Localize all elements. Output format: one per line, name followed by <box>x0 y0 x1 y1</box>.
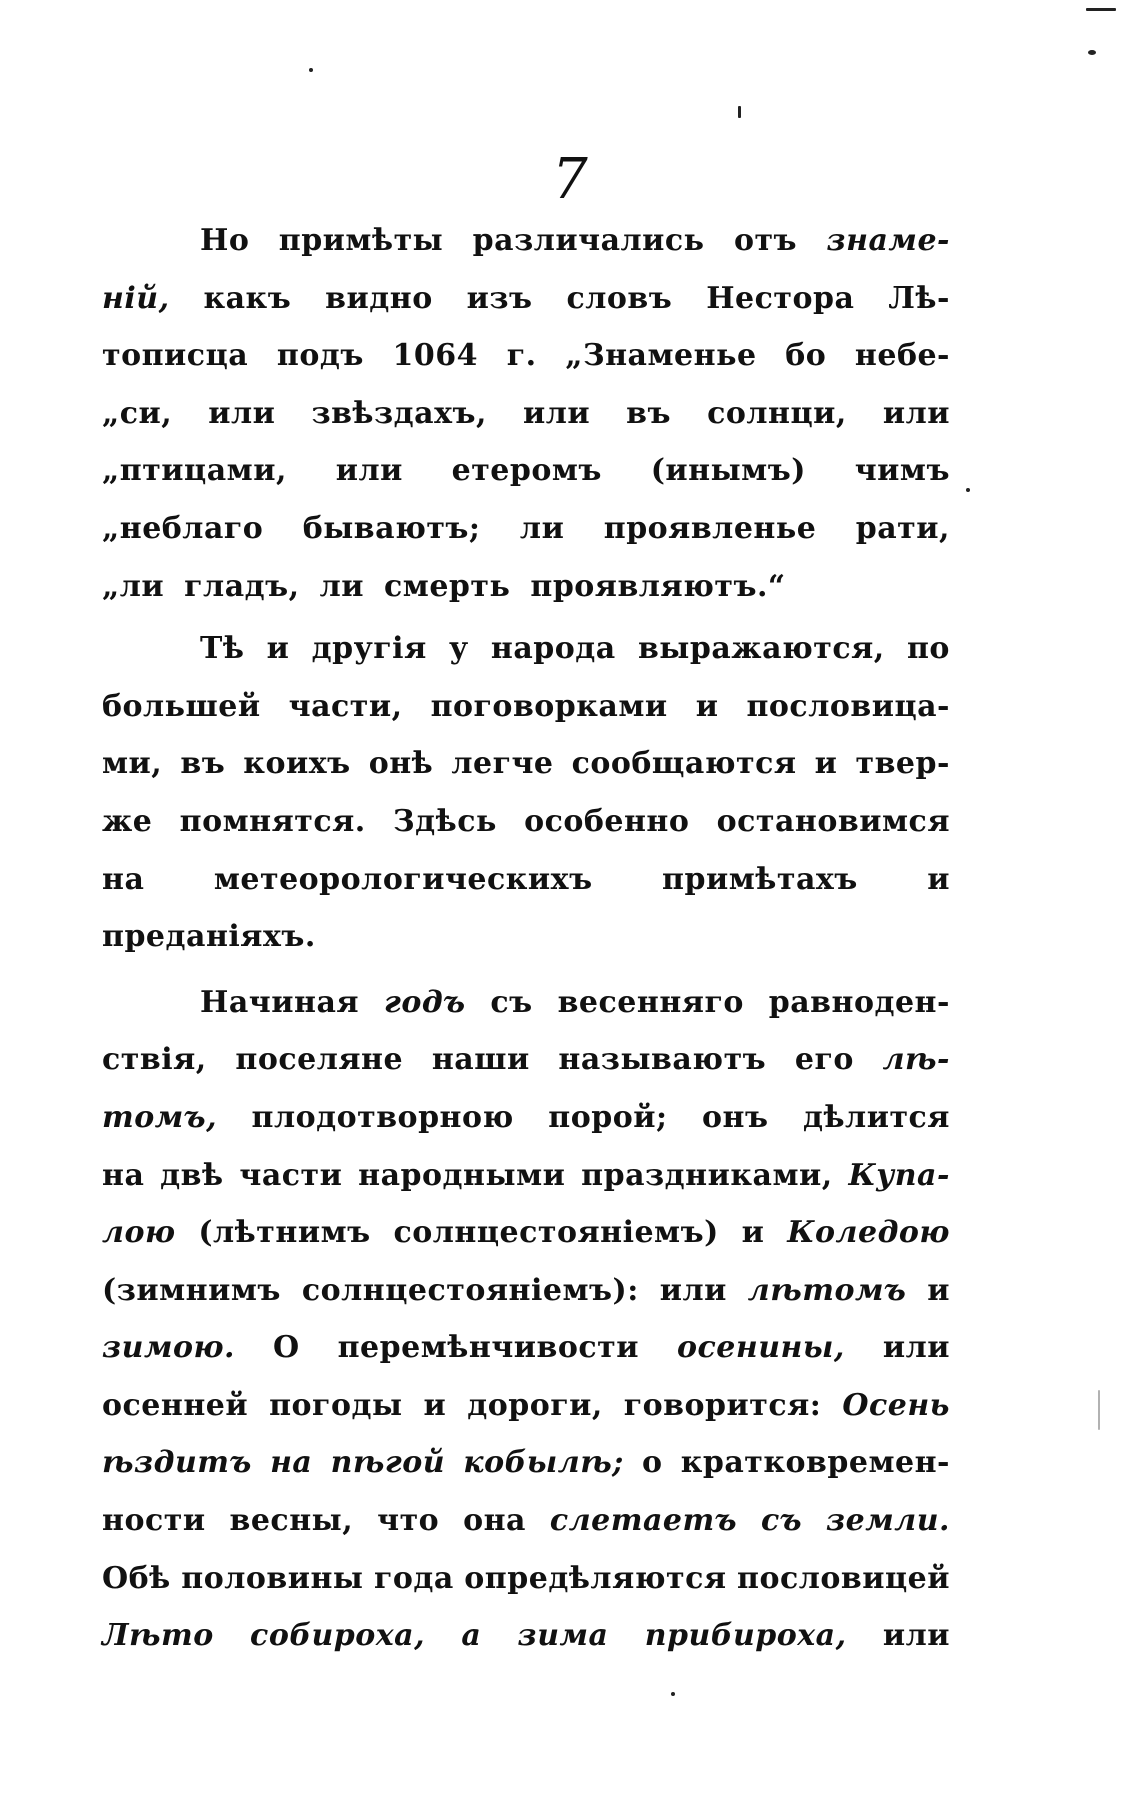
word: части <box>239 1157 343 1193</box>
word: части, <box>288 688 403 724</box>
word: другія <box>311 631 427 667</box>
word: или <box>882 1618 950 1654</box>
italic-word: слетаетъ <box>549 1503 738 1539</box>
word: или <box>882 1330 950 1366</box>
word: тописца <box>102 338 249 374</box>
italic-word: пѣгой <box>330 1445 446 1481</box>
word: на <box>102 861 145 897</box>
word: остановимся <box>716 803 950 839</box>
word: весны, <box>229 1503 354 1539</box>
word: Начиная <box>200 984 360 1020</box>
word: или <box>882 395 950 431</box>
italic-word: Осень <box>842 1387 950 1423</box>
word: о <box>641 1445 663 1481</box>
word: его <box>794 1042 854 1078</box>
word: проявляютъ.“ <box>530 568 786 604</box>
word: равноден- <box>768 984 950 1020</box>
text-line <box>102 385 950 443</box>
word: и <box>695 688 719 724</box>
word: 1064 <box>392 338 479 374</box>
text-line <box>102 793 950 851</box>
italic-word: томъ, <box>102 1099 218 1135</box>
italic-word: на <box>270 1445 313 1481</box>
word: (зимнимъ <box>102 1272 281 1308</box>
text-line <box>102 1262 950 1320</box>
word: что <box>377 1503 440 1539</box>
italic-word: лѣтомъ <box>747 1272 907 1308</box>
word: поговорками <box>430 688 668 724</box>
word: и <box>266 631 290 667</box>
italic-word: осенины, <box>676 1330 845 1366</box>
text-line <box>102 1434 950 1492</box>
italic-word: зима <box>517 1618 609 1654</box>
word: онѣ <box>368 746 434 782</box>
scan-speck <box>671 1692 675 1696</box>
word: большей <box>102 688 261 724</box>
italic-word: знаме- <box>826 223 950 258</box>
word: погоды <box>269 1387 403 1423</box>
page-number: 7 <box>552 147 588 212</box>
word: ствія, <box>102 1042 207 1078</box>
word: и <box>927 861 950 897</box>
word: „неблаго <box>102 510 264 546</box>
word: примѣты <box>278 223 444 258</box>
word: помнятся. <box>179 803 366 839</box>
word: пословицей <box>737 1560 950 1596</box>
word: праздниками, <box>581 1157 833 1193</box>
scan-speck <box>1098 1390 1100 1430</box>
word: опредѣляются <box>464 1560 727 1596</box>
word: отъ <box>733 223 798 258</box>
word: Тѣ <box>200 631 245 667</box>
word: чимъ <box>854 453 950 489</box>
paragraph <box>102 620 950 966</box>
text-line <box>102 1607 950 1665</box>
italic-word: Лѣто <box>102 1618 214 1654</box>
word: етеромъ <box>451 453 602 489</box>
word: Нестора <box>706 280 855 316</box>
text-line <box>102 851 950 909</box>
word: г. <box>506 338 537 374</box>
word: „ли <box>102 568 165 604</box>
word: О <box>272 1330 300 1366</box>
italic-word: а <box>461 1618 482 1654</box>
word: или <box>522 395 591 431</box>
word: гладъ, <box>184 568 300 604</box>
word: ности <box>102 1503 206 1539</box>
word: и <box>423 1387 447 1423</box>
word: солнцестояніемъ) <box>393 1215 719 1251</box>
paragraph <box>102 974 950 1665</box>
word: примѣтахъ <box>662 861 858 897</box>
word: коихъ <box>243 746 351 782</box>
word: (инымъ) <box>650 453 806 489</box>
word: въ <box>180 746 226 782</box>
word: проявленье <box>603 510 817 546</box>
scan-speck <box>966 488 970 492</box>
word: пословица- <box>746 688 950 724</box>
italic-word: Коледою <box>787 1215 950 1251</box>
word: половины <box>181 1560 364 1596</box>
word: Обѣ <box>102 1560 171 1596</box>
word: онъ <box>702 1099 769 1135</box>
text-line <box>102 558 950 616</box>
text-line <box>102 442 950 500</box>
text-line <box>102 327 950 385</box>
word: солнцестояніемъ): <box>301 1272 639 1308</box>
word: дѣлится <box>802 1099 950 1135</box>
word: рати, <box>855 510 950 546</box>
word: весенняго <box>557 984 744 1020</box>
word: порой; <box>548 1099 668 1135</box>
scan-speck <box>738 106 741 118</box>
text-line <box>102 908 950 966</box>
italic-word: лѣ- <box>882 1042 950 1078</box>
word: поселяне <box>235 1042 404 1078</box>
word: она <box>463 1503 526 1539</box>
text-line <box>102 270 950 328</box>
text-line <box>102 1089 950 1147</box>
text-line <box>102 1319 950 1377</box>
word: ли <box>319 568 365 604</box>
word: и <box>741 1215 765 1251</box>
word: наши <box>431 1042 530 1078</box>
word: (лѣтнимъ <box>198 1215 371 1251</box>
word: на <box>102 1157 145 1193</box>
text-line <box>102 620 950 678</box>
word: Здѣсь <box>392 803 497 839</box>
word: или <box>335 453 403 489</box>
word: небе- <box>854 338 950 374</box>
word: кратковремен- <box>680 1445 950 1481</box>
word: же <box>102 803 153 839</box>
word: и <box>814 746 838 782</box>
word: бываютъ; <box>302 510 481 546</box>
word: перемѣнчивости <box>337 1330 639 1366</box>
word: дороги, <box>467 1387 603 1423</box>
word: въ <box>626 395 672 431</box>
scan-speck <box>1086 8 1116 11</box>
text-line <box>102 1031 950 1089</box>
text-line <box>102 1147 950 1205</box>
paragraph <box>102 212 950 615</box>
text-line <box>102 1377 950 1435</box>
italic-word: годъ <box>383 984 466 1020</box>
italic-word: земли. <box>825 1503 950 1539</box>
text-line <box>102 1492 950 1550</box>
body-text <box>102 212 950 1665</box>
italic-word: зимою. <box>102 1330 235 1366</box>
word: Но <box>200 223 250 258</box>
text-line <box>102 1204 950 1262</box>
scan-speck <box>1088 50 1096 55</box>
word: видно <box>325 280 433 316</box>
italic-word: лою <box>102 1215 176 1251</box>
word: изъ <box>466 280 533 316</box>
italic-word: ній, <box>102 280 170 316</box>
word: смерть <box>384 568 511 604</box>
word: преданіяхъ. <box>102 919 316 955</box>
word: или <box>208 395 276 431</box>
italic-word: Купа- <box>848 1157 950 1193</box>
word: звѣздахъ, <box>311 395 487 431</box>
word: или <box>659 1272 727 1308</box>
word: ми, <box>102 746 163 782</box>
word: какъ <box>203 280 292 316</box>
word: „Знаменье <box>565 338 757 374</box>
word: двѣ <box>160 1157 224 1193</box>
word: „птицами, <box>102 453 287 489</box>
word: года <box>373 1560 454 1596</box>
italic-word: собироха, <box>250 1618 426 1654</box>
word: твер- <box>855 746 950 782</box>
word: „си, <box>102 395 173 431</box>
text-line <box>102 212 950 270</box>
word: солнци, <box>707 395 847 431</box>
word: съ <box>490 984 533 1020</box>
italic-word: кобылѣ; <box>463 1445 624 1481</box>
scan-speck <box>309 68 313 72</box>
word: осенней <box>102 1387 249 1423</box>
italic-word: прибироха, <box>644 1618 847 1654</box>
word: и <box>927 1272 950 1308</box>
word: легче <box>451 746 554 782</box>
italic-word: съ <box>760 1503 803 1539</box>
word: бо <box>785 338 827 374</box>
text-line <box>102 1550 950 1608</box>
word: различались <box>472 223 705 258</box>
word: особенно <box>524 803 690 839</box>
word: выражаются, <box>637 631 885 667</box>
word: метеорологическихъ <box>213 861 593 897</box>
word: называютъ <box>558 1042 767 1078</box>
text-line <box>102 678 950 736</box>
text-line <box>102 735 950 793</box>
word: говорится: <box>623 1387 822 1423</box>
word: сообщаются <box>571 746 797 782</box>
word: у <box>448 631 469 667</box>
word: народными <box>358 1157 566 1193</box>
word: народа <box>490 631 616 667</box>
word: ли <box>519 510 565 546</box>
word: подъ <box>276 338 364 374</box>
italic-word: ѣздитъ <box>102 1445 252 1481</box>
text-line <box>102 500 950 558</box>
text-line <box>102 974 950 1032</box>
word: плодотворною <box>251 1099 514 1135</box>
word: Лѣ- <box>888 280 950 316</box>
word: по <box>906 631 950 667</box>
word: словъ <box>566 280 673 316</box>
